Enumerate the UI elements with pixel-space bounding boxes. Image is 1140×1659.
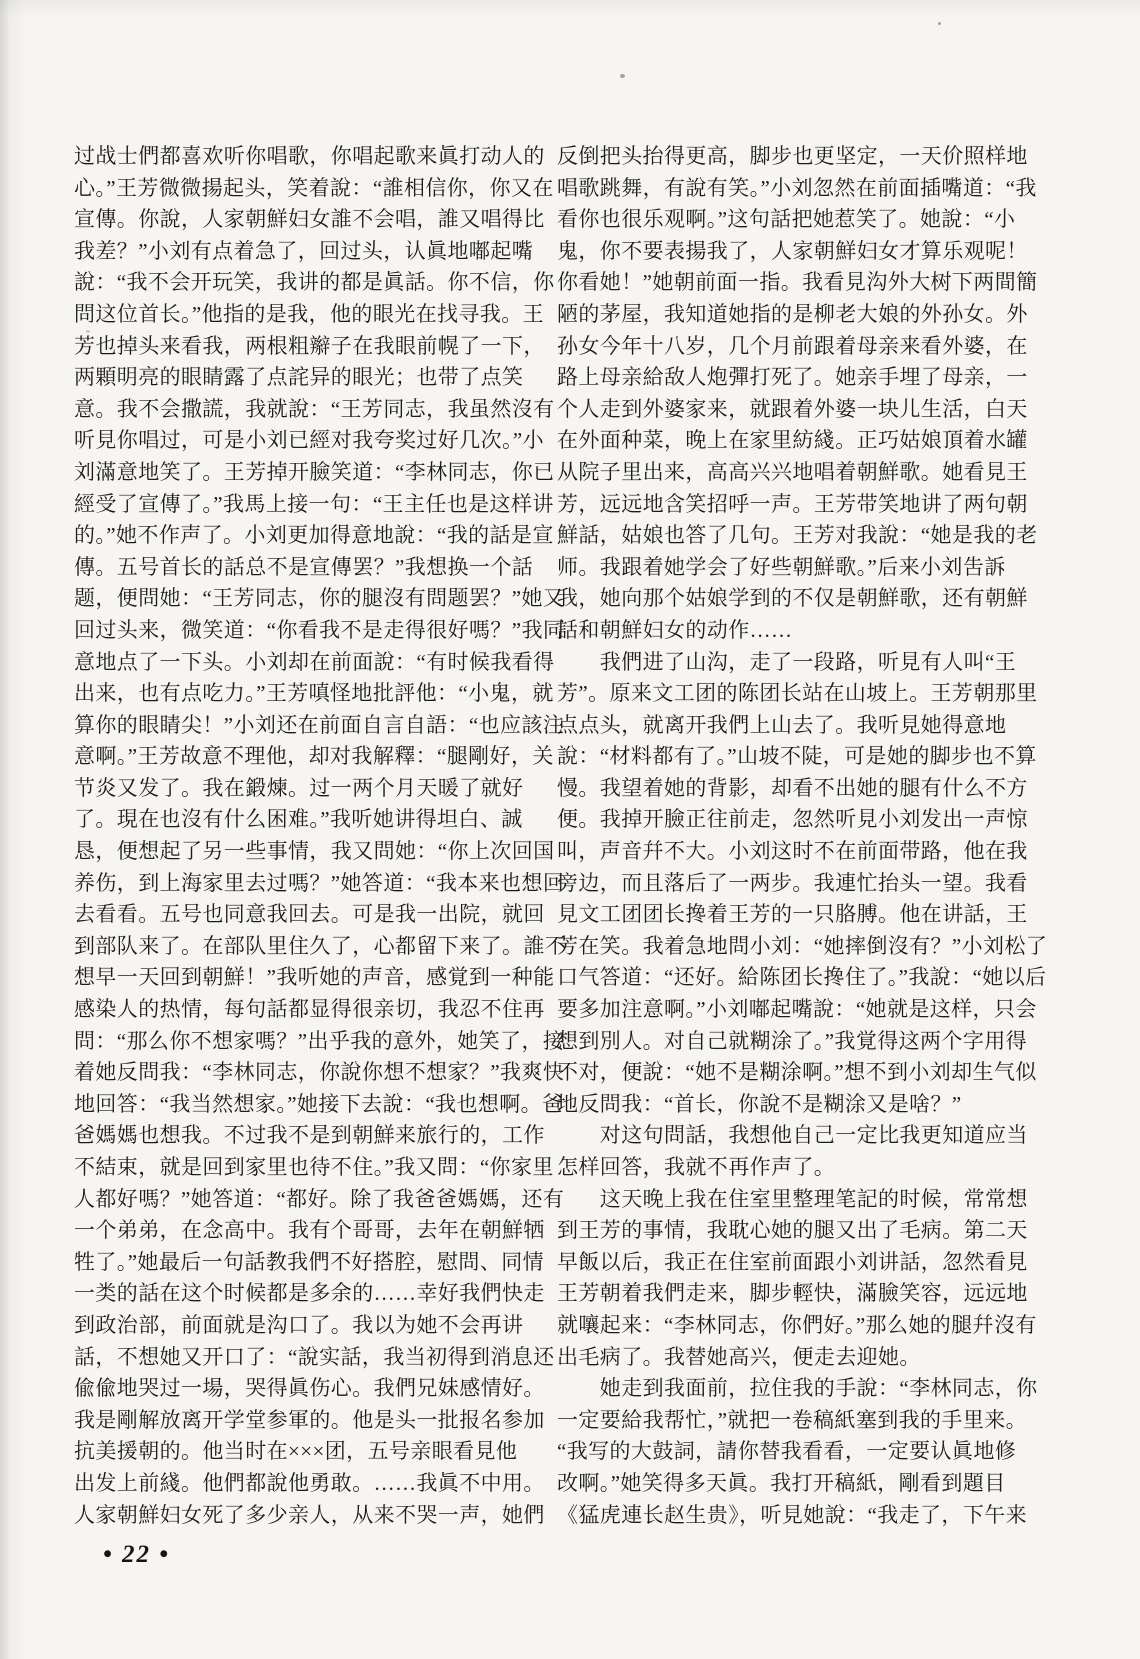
text-line: 要多加注意啊。”小刘嘟起嘴說：“她就是这样，只会 — [557, 997, 1037, 1022]
text-line: 个人走到外婆家来，就跟着外婆一块儿生活，白天 — [557, 396, 1028, 421]
text-line: 我們进了山沟，走了一段路，听見有人叫“王 — [557, 649, 1017, 674]
text-line: 意。我不会撒謊，我就說：“王芳同志，我虽然沒有 — [74, 396, 555, 421]
text-line: 芳也掉头来看我，两根粗辮子在我眼前幌了一下， — [74, 333, 545, 358]
text-line: 过战士們都喜欢听你唱歌，你唱起歌来眞打动人的 — [74, 144, 545, 168]
text-line: 話，不想她又开口了：“說实話，我当初得到消息还 — [74, 1344, 555, 1369]
text-line: 旁边，而且落后了一两步。我連忙抬头一望。我看 — [557, 870, 1028, 895]
text-line: 人家朝鮮妇女死了多少亲人，从来不哭一声，她們 — [74, 1502, 545, 1527]
text-line: 节炎又发了。我在鍛煉。过一两个月天暖了就好 — [74, 775, 524, 800]
text-line: 不对，便說：“她不是糊涂啊。”想不到小刘却生气似 — [557, 1060, 1037, 1085]
text-line: 見文工团团长搀着王芳的一只胳膊。他在讲話，王 — [557, 902, 1028, 927]
text-line: 問：“那么你不想家嗎？”出乎我的意外，她笑了，接 — [74, 1028, 565, 1053]
text-line: 說：“我不会开玩笑，我讲的都是眞話。你不信，你 — [74, 270, 555, 295]
text-line: 地回答：“我当然想家。”她接下去說：“我也想啊。爸 — [74, 1091, 564, 1116]
text-line: 一个弟弟，在念高中。我有个哥哥，去年在朝鮮牺 — [74, 1218, 545, 1243]
text-line: 我差？”小刘有点着急了，回过头，认眞地嘟起嘴 — [74, 238, 534, 263]
text-line: 我，她向那个姑娘学到的不仅是朝鮮歌，还有朝鮮 — [557, 586, 1028, 611]
text-line: 我是剛解放离开学堂参軍的。他是头一批报名参加 — [74, 1407, 545, 1432]
text-line: 路上母亲給敌人炮彈打死了。她亲手埋了母亲，一 — [557, 365, 1028, 390]
text-line: 抗美援朝的。他当时在×××团，五号亲眼看見他 — [74, 1439, 518, 1464]
text-line: 在外面种菜，晚上在家里紡綫。正巧姑娘頂着水罐 — [557, 428, 1028, 453]
text-line: 改啊。”她笑得多天眞。我打开稿紙，剛看到題目 — [557, 1470, 1006, 1495]
text-line: 就嚷起来：“李林同志，你們好。”那么她的腿幷沒有 — [557, 1312, 1037, 1337]
text-line: 想早一天回到朝鮮！”我听她的声音，感覚到一种能 — [74, 965, 555, 990]
text-line: 点点头，就离开我們上山去了。我听見她得意地 — [557, 712, 1007, 737]
text-line: 孙女今年十八岁，几个月前跟着母亲来看外婆，在 — [557, 333, 1028, 358]
text-line: 王芳朝着我們走来，脚步輕快，滿臉笑容，远远地 — [557, 1281, 1028, 1306]
text-line: 早飯以后，我正在住室前面跟小刘讲話，忽然看見 — [557, 1249, 1028, 1274]
text-line: 两顆明亮的眼睛露了点詫异的眼光；也带了点笑 — [74, 365, 524, 390]
text-line: “我写的大鼓詞，請你替我看看，一定要认眞地修 — [557, 1439, 1017, 1464]
text-line: 口气答道：“还好。給陈团长搀住了。”我說：“她以后 — [557, 965, 1047, 990]
text-line: 叫，声音幷不大。小刘这时不在前面带路，他在我 — [557, 839, 1028, 864]
text-line: 看你也很乐观啊。”这句話把她惹笑了。她說：“小 — [557, 207, 1016, 232]
text-line: 意啊。”王芳故意不理他，却对我解釋：“腿剛好，关 — [74, 744, 554, 769]
text-line: 怎样回答，我就不再作声了。 — [557, 1155, 836, 1179]
text-columns — [74, 141, 1048, 1531]
text-line: 地反問我：“首长，你說不是糊涂又是啥？” — [557, 1091, 962, 1116]
text-line: 不結束，就是回到家里也待不住。”我又問：“你家里 — [74, 1155, 554, 1179]
text-line: 出来，也有点吃力。”王芳嗔怪地批評他：“小鬼，就 — [74, 681, 554, 706]
scan-speck — [620, 74, 625, 78]
text-line: 便。我掉开臉正往前走，忽然听見小刘发出一声惊 — [557, 807, 1028, 832]
text-line: 鮮話，姑娘也答了几句。王芳对我說：“她是我的老 — [557, 523, 1038, 548]
text-line: 一类的話在这个时候都是多余的……幸好我們快走 — [74, 1281, 545, 1306]
text-line: 到政治部，前面就是沟口了。我以为她不会再讲 — [74, 1312, 524, 1337]
text-line: 的。”她不作声了。小刘更加得意地說：“我的話是宣 — [74, 523, 554, 548]
text-line: 芳”。原来文工团的陈团长站在山坡上。王芳朝那里 — [557, 681, 1038, 706]
text-line: 她走到我面前，拉住我的手說：“李林同志，你 — [557, 1376, 1038, 1401]
left-text-column — [74, 141, 567, 1531]
text-line: 了。現在也沒有什么困难。”我听她讲得坦白、誠 — [74, 807, 523, 832]
text-line: 心。”王芳微微揚起头，笑着說：“誰相信你，你又在 — [74, 175, 554, 200]
text-line: 慢。我望着她的背影，却看不出她的腿有什么不方 — [557, 775, 1028, 800]
right-text-column — [557, 141, 1048, 1531]
text-line: 《猛虎連长赵生贵》，听見她說：“我走了，下午来 — [557, 1502, 1028, 1527]
text-line: 陋的茅屋，我知道她指的是柳老大娘的外孙女。外 — [557, 301, 1028, 326]
text-line: 唱歌跳舞，有說有笑。”小刘忽然在前面插嘴道：“我 — [557, 175, 1037, 200]
text-line: 經受了宣傳了。”我馬上接一句：“王主任也是这样讲 — [74, 491, 554, 516]
text-line: 到部队来了。在部队里住久了，心都留下来了。誰不 — [74, 933, 567, 958]
text-line: 出发上前綫。他們都說他勇敢。……我眞不中用。 — [74, 1470, 545, 1495]
text-line: 意地点了一下头。小刘却在前面說：“有时候我看得 — [74, 649, 555, 674]
text-line: 出毛病了。我替她高兴，便走去迎她。 — [557, 1344, 921, 1369]
scan-speck — [938, 22, 941, 25]
text-line: 从院子里出来，高高兴兴地唱着朝鮮歌。她看見王 — [557, 459, 1028, 484]
text-line: 听見你唱过，可是小刘已經对我夸奖过好几次。”小 — [74, 428, 545, 453]
text-line: 一定要給我帮忙，”就把一卷稿紙塞到我的手里来。 — [557, 1407, 1028, 1432]
text-line: 恳，便想起了另一些事情，我又問她：“你上次回国 — [74, 839, 555, 864]
text-line: 牲了。”她最后一句話教我們不好搭腔，慰問、同情 — [74, 1249, 545, 1274]
text-line: 刘滿意地笑了。王芳掉开臉笑道：“李林同志，你已 — [74, 459, 555, 484]
text-line: 回过头来，微笑道：“你看我不是走得很好嗎？”我同 — [74, 617, 565, 642]
text-line: 想到別人。对自己就糊涂了。”我覚得这两个字用得 — [557, 1028, 1028, 1053]
text-line: 傳。五号首长的話总不是宣傳罢？”我想换一个話 — [74, 554, 534, 579]
text-line: 芳在笑。我着急地問小刘：“她摔倒沒有？”小刘松了 — [557, 933, 1048, 958]
text-line: 着她反問我：“李林同志，你說你想不想家？”我爽快 — [74, 1060, 565, 1085]
text-line: 芳，远远地含笑招呼一声。王芳带笑地讲了两句朝 — [557, 491, 1028, 516]
text-line: 反倒把头抬得更高，脚步也更坚定，一天价照样地 — [557, 144, 1028, 168]
text-line: 宣傳。你說，人家朝鮮妇女誰不会唱，誰又唱得比 — [74, 207, 545, 232]
text-line: 說：“材料都有了。”山坡不陡，可是她的脚步也不算 — [557, 744, 1037, 769]
text-line: 話和朝鮮妇女的动作…… — [557, 617, 793, 642]
text-line: 到王芳的事情，我耽心她的腿又出了毛病。第二天 — [557, 1218, 1028, 1243]
text-line: 师。我跟着她学会了好些朝鮮歌。”后来小刘吿訴 — [557, 554, 1006, 579]
text-line: 去看看。五号也同意我回去。可是我一出院，就回 — [74, 902, 545, 927]
page-number: • 22 • — [103, 1541, 171, 1568]
text-line: 感染人的热情，每句話都显得很亲切，我忍不住再 — [74, 997, 545, 1022]
text-line: 人都好嗎？”她答道：“都好。除了我爸爸媽媽，还有 — [74, 1186, 565, 1211]
text-line: 对这句問話，我想他自己一定比我更知道应当 — [557, 1123, 1028, 1148]
text-line: 爸媽媽也想我。不过我不是到朝鮮来旅行的，工作 — [74, 1123, 545, 1148]
text-line: 题，便問她：“王芳同志，你的腿沒有問题罢？”她又 — [74, 586, 565, 611]
text-line: 养伤，到上海家里去过嗎？”她答道：“我本来也想回 — [74, 870, 565, 895]
text-line: 你看她！”她朝前面一指。我看見沟外大树下两間簡 — [557, 270, 1038, 295]
text-line: 偸偸地哭过一場，哭得眞伤心。我們兄妹感情好。 — [74, 1376, 545, 1401]
text-line: 这天晚上我在住室里整理笔記的时候，常常想 — [557, 1186, 1028, 1211]
text-line: 鬼，你不要表揚我了，人家朝鮮妇女才算乐观呢！ — [557, 238, 1028, 263]
text-line: 問这位首长。”他指的是我，他的眼光在找寻我。王 — [74, 301, 545, 326]
text-line: 算你的眼睛尖！”小刘还在前面自言自語：“也应該注 — [74, 712, 565, 737]
